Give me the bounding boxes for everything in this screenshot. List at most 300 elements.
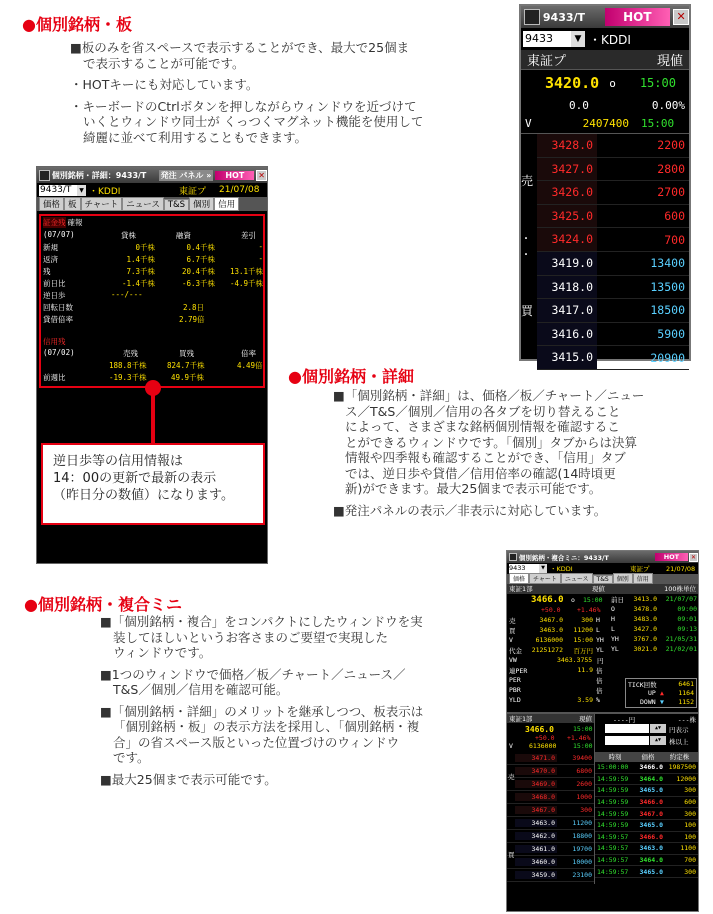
ask-qty: 600 [664,209,685,224]
ask-price: 3428.0 [537,134,597,157]
tab-信用[interactable]: 信用 [633,573,653,584]
mini-lower-change-pct: +1.46% [567,734,591,742]
section-heading-mini: ●個別銘柄・複合ミニ [24,595,182,614]
credit-row [43,266,265,278]
mini-ts-price: 3464.0 [639,856,663,865]
credit-row-label: 新規 [43,243,58,252]
mini-ts-time: 14:59:57 [597,844,629,853]
mini-ts-qty: 1100 [680,844,696,853]
mini-fin [509,666,609,706]
mini-ask-row [507,778,594,791]
board-bullet3-line3: 綺麗に並べて利用することもできます。 [83,129,308,145]
mini-stat-key: YL [596,646,604,654]
mini-stat-right-key: 前日 [611,596,624,604]
detail-s1-label: 証金残 [43,218,66,227]
mini-order-box [595,714,698,752]
mini-price-input[interactable] [605,724,649,733]
detail-ratio: 2.79倍 [179,315,205,324]
mini-bullet2-line1: ■1つのウィンドウで価格／板／チャート／ニュース／ [100,666,406,682]
mini-ts-time: 14:59:59 [597,774,629,783]
mini-stat-right-key: H [611,615,615,623]
detail-bullet1-line2: ス／T&S／個別／信用の各タブを切り替えること [345,403,621,419]
mini-lower-change: +50.0 [535,734,555,742]
chevron-down-icon[interactable]: ▼ [77,185,86,196]
detail-s1-col3: 差引 [241,231,256,240]
detail-market: 東証プ [179,186,207,197]
mini-hot-button[interactable]: HOT [655,553,688,561]
mini-ts-col-qty: 約定株 [669,753,690,761]
mini-ask-row [507,752,594,765]
detail-s2-date: (07/02) [43,348,75,357]
mini-ts-row [595,808,698,820]
mini-titlebar[interactable] [507,551,698,563]
mini-sell-label: 売 [508,773,515,781]
board-dot-1: ・ [521,234,531,245]
detail-title: 個別銘柄・詳細：9433/T [51,170,147,180]
mini-stat-right-value: 3767.0 [633,635,657,643]
tab-信用[interactable]: 信用 [214,197,239,211]
detail-s1-rows [43,242,265,290]
mini-fin-value [549,686,593,696]
mini-lower [507,714,698,884]
mini-ts-time: 14:59:57 [597,832,629,841]
tab-チャート[interactable]: チャート [81,197,123,211]
mini-ask-qty: 300 [580,806,592,814]
mini-fin-unit: 倍 [596,677,603,685]
ask-qty: 700 [664,232,685,247]
bid-row [537,323,689,347]
board-app-icon [524,9,540,25]
board-change-pct: 0.00% [651,98,685,112]
detail-s2-col2: 買残 [179,349,194,358]
mini-stat-key: H [596,616,600,624]
board-description [70,40,510,145]
detail-s2-v2: 824.7千株 [167,361,205,370]
mini-fin-unit: 倍 [596,687,603,695]
mini-lower-right [595,714,698,884]
mini-stat-row [509,626,609,636]
mini-down-label: DOWN [640,698,656,706]
mini-fin-value [549,676,593,686]
mini-bullet1-line1: ■「個別銘柄・複合」をコンパクトにしたウィンドウを実 [100,614,423,629]
tab-個別[interactable]: 個別 [189,197,214,211]
detail-s2-col1: 売残 [123,349,138,358]
board-change-row [521,96,689,114]
mini-ts-row [595,820,698,832]
mini-bid-qty: 10000 [572,858,592,866]
mini-ask-price: 3469.0 [515,780,557,788]
detail-s2-diff1: -19.3千株 [109,373,147,382]
board-code-input[interactable]: 9433 [523,31,571,47]
mini-lower-v-label: V [509,742,513,750]
mini-up: 1164 [678,689,694,697]
mini-ts-col-time: 時刻 [608,753,622,761]
mini-stat-label: 買 [509,627,516,635]
detail-s1-col2: 融資 [176,231,191,240]
detail-bullet1-line6: では、逆日歩や貸借／信用倍率の確認(14時頃更 [345,465,616,481]
detail-close-button[interactable] [256,170,267,181]
callout-dot [145,380,161,396]
ask-row [537,158,689,182]
tab-価格[interactable]: 価格 [39,197,64,211]
mini-ask-price: 3468.0 [515,793,557,801]
mini-price-mark: ο [571,596,575,604]
mini-tabs [507,574,698,584]
mini-down: 1152 [678,698,694,706]
bid-qty: 5900 [657,327,685,342]
section-heading-board: ●個別銘柄・板 [22,15,132,34]
mini-stat-right-date: 21/07/07 [665,595,697,603]
detail-days: 2.8日 [183,303,205,312]
detail-bullet1-line7: 新)ができます。最大25個まで表示可能です。 [345,481,602,496]
mini-header-unit: 100株単位 [664,585,696,593]
mini-vwap-unit: 円 [597,657,604,665]
mini-fin-key: PER [509,676,521,684]
mini-ts-time: 14:59:59 [597,798,629,807]
mini-price-spinner-icon[interactable]: ▲▼ [650,724,666,733]
ask-price: 3425.0 [537,205,597,228]
tab-価格[interactable]: 価格 [509,573,529,584]
detail-date: 21/07/08 [219,185,260,195]
mini-bid-qty: 11200 [572,819,592,827]
detail-bullet1-line1: ■「個別銘柄・詳細」は、価格／板／チャート／ニュー [333,388,645,403]
detail-input-bar [37,183,267,197]
mini-date: 21/07/08 [666,564,696,573]
mini-ts-row [595,797,698,809]
chevron-down-icon[interactable]: ▼ [539,564,547,573]
detail-bullet1-line5: 情報や四季報も確認することができ、「信用」タブ [345,450,626,465]
mini-close-button[interactable] [689,553,698,562]
credit-row-v3: -4.9千株 [229,279,263,288]
ask-qty: 2700 [657,185,685,200]
mini-ask-qty: 6800 [576,767,592,775]
credit-row [43,254,265,266]
mini-description [100,614,480,787]
detail-s2-label: 信用残 [43,337,66,346]
mini-vwap-label: VW [509,656,517,664]
bid-price: 3415.0 [537,346,597,369]
board-buy-label: 買 [521,304,534,318]
mini-buy-label: 買 [508,851,515,859]
detail-credit-panel [39,214,265,388]
board-titlebar[interactable] [521,6,689,28]
mini-stat-row [509,646,609,656]
ask-price: 3427.0 [537,158,597,181]
board-bullet2: ・HOTキーにも対応しています。 [70,77,259,92]
mini-up-label: UP [648,689,656,697]
mini-fin-row [509,686,609,696]
detail-s2-v3: 4.49倍 [237,361,263,370]
mini-stat-right-date: 09:13 [677,625,697,633]
mini-stat-right-key: YL [611,645,619,653]
bid-qty: 18500 [650,303,685,318]
detail-code-input[interactable]: 9433/T [39,185,77,196]
mini-lower-quote: 現値 [579,715,592,723]
board-market-row [521,50,689,70]
bid-qty: 13400 [650,256,685,271]
board-side-labels [521,134,537,375]
detail-s2-col3: 倍率 [241,349,256,358]
mini-lower-time: 15:00 [573,725,593,733]
mini-ts-time: 15:00:00 [597,763,629,772]
ask-qty: 2200 [657,138,685,153]
mini-stat-value: 3463.0 [539,626,563,634]
board-close-button[interactable] [673,9,689,25]
mini-ask-price: 3471.0 [515,754,557,762]
mini-ts-qty: 100 [684,821,696,830]
mini-bid-row [507,869,594,882]
mini-title: 個別銘柄・複合ミニ：9433/T [518,553,609,562]
mini-ts-qty: 300 [684,867,696,876]
bid-row [537,299,689,323]
mini-ts-price: 3466.0 [639,798,663,807]
mini-ts-row [595,855,698,867]
detail-app-icon [39,170,50,181]
detail-titlebar[interactable] [37,167,267,183]
board-bullet3-line2: いくとウィンドウ同士が くっつくマグネット機能を使用して [83,114,424,129]
tab-ニュース[interactable]: ニュース [122,197,164,211]
credit-row-label: 返済 [43,255,58,264]
mini-ts-row [595,774,698,786]
mini-book [507,752,594,882]
board-v-label: V [525,117,532,130]
mini-ts-price: 3465.0 [639,867,663,876]
mini-bid-row [507,830,594,843]
credit-row-v2: 20.4千株 [181,267,215,276]
tab-ニュース[interactable]: ニュース [561,573,593,584]
ask-row [537,205,689,229]
board-hot-button[interactable] [605,8,671,26]
mini-stat-right-row [611,595,697,605]
mini-vwap: 3463.3755 [557,656,593,664]
tab-チャート[interactable]: チャート [529,573,561,584]
credit-row-v1: -1.4千株 [121,279,155,288]
mini-ts-price: 3467.0 [639,809,663,818]
mini-ask-price: 3467.0 [515,806,557,814]
mini-bid-row [507,843,594,856]
board-book [521,134,689,375]
mini-stat-unit: 300 [581,616,593,624]
credit-row-v2: -6.3千株 [181,279,215,288]
detail-ratio-label: 貸借倍率 [43,315,73,324]
mini-lot-input[interactable] [605,736,649,745]
credit-row-v1: 1.4千株 [126,255,155,264]
close-icon: ✕ [691,553,697,561]
mini-ask-price: 3470.0 [515,767,557,775]
tab-T&S[interactable]: T&S [593,575,613,584]
mini-price: 3466.0 [531,595,564,605]
mini-bullet3-line2: 「個別銘柄・板」の表示方法を採用し、「個別銘柄・複 [113,719,420,734]
mini-tick-title: TICK回数 [628,681,657,689]
mini-bullet4: ■最大25個まで表示可能です。 [100,771,277,787]
mini-up-arrow-icon: ▲ [660,689,664,697]
credit-row-v2: 6.7千株 [186,255,215,264]
bid-price: 3417.0 [537,299,597,322]
mini-ask-qty: 2600 [576,780,592,788]
mini-down-arrow-icon: ▼ [660,698,664,706]
callout-line2: 14：00の更新で最新の表示 [53,471,217,486]
board-time2: 15:00 [641,117,675,130]
mini-price-time: 15:00 [583,596,603,604]
credit-row-label: 残 [43,267,51,276]
board-window [519,4,691,365]
mini-ts-price: 3464.0 [639,774,663,783]
mini-bid-qty: 19700 [572,845,592,853]
credit-row-v3: - [258,242,263,251]
mini-header-market: 東証1部 [509,585,533,593]
mini-fin-row [509,666,609,676]
mini-ts-qty: 1987500 [668,763,696,772]
chevron-down-icon[interactable]: ▼ [571,31,585,47]
mini-quote-panel [507,594,698,712]
board-market: 東証プ [527,54,567,69]
mini-ts-qty: 300 [684,809,696,818]
mini-lot-spinner-icon[interactable]: ▲▼ [650,736,666,745]
board-bullet3-line1: ・キーボードのCtrlボタンを押しながらウィンドウを近づけて [70,98,417,114]
mini-stat-unit: 11200 [573,626,593,634]
ask-price: 3424.0 [537,228,597,251]
mini-ts-price: 3465.0 [639,786,663,795]
mini-ask-row [507,765,594,778]
mini-stat-right-date: 21/05/31 [665,635,697,643]
mini-stat-right-value: 3413.0 [633,595,657,603]
board-price-mark: ο [609,76,616,90]
mini-fin-row [509,676,609,686]
mini-bid-price: 3459.0 [515,871,557,879]
mini-header [507,584,698,594]
mini-ts-time: 14:59:59 [597,809,629,818]
mini-tick-box [625,678,697,708]
mini-ts-row [595,866,698,878]
mini-stat-right-value: 3021.0 [633,645,657,653]
ask-row [537,181,689,205]
mini-bid-price: 3460.0 [515,858,557,866]
board-stock-name: ・KDDI [589,32,631,47]
mini-stat-right-value: 3427.0 [633,625,657,633]
mini-ask-qty: 1000 [576,793,592,801]
mini-tick-total: 6461 [678,680,694,688]
mini-stat-label: 代金 [509,647,522,655]
mini-stat-right-value: 3483.0 [633,615,657,623]
detail-gyakuhibu-label: 逆日歩 [43,291,66,300]
detail-bullet2: ■発注パネルの表示／非表示に対応しています。 [333,502,607,518]
mini-bullet2-line2: T&S／個別／信用を確認可能。 [113,682,289,697]
mini-ts-qty: 600 [684,798,696,807]
detail-s1-kakuho: 確報 [67,218,83,227]
board-input-bar [521,28,689,50]
mini-stock-name: ・KDDI [550,565,573,573]
mini-stat-unit: 15:00 [573,636,593,644]
mini-stat-key: YH [596,636,604,644]
mini-stat-right-key: O [611,605,615,613]
mini-stat-label: 売 [509,617,516,625]
detail-hot-button[interactable]: HOT [215,171,254,180]
mini-ts-row [595,843,698,855]
mini-ts-time: 14:59:59 [597,786,629,795]
mini-code-input[interactable]: 9433 [509,564,539,573]
mini-app-icon [509,553,517,561]
mini-lower-v-time: 15:00 [573,742,593,750]
mini-ts-qty: 100 [684,832,696,841]
board-change: 0.0 [569,98,589,112]
detail-gyakuhibu: ---/--- [111,290,143,299]
ask-row [537,134,689,158]
mini-lower-market: 東証1部 [509,715,533,723]
mini-fin-row [509,696,609,706]
tab-T&S[interactable]: T&S [164,199,189,211]
mini-window [506,550,699,912]
credit-row-v3: - [258,254,263,263]
detail-tabs [37,197,267,211]
mini-ts-row [595,832,698,844]
detail-bullet1-line4: とができるウィンドウです。「個別」タブからは決算 [345,434,638,450]
mini-stat-right-row [611,605,697,615]
mini-ts-price: 3466.0 [639,832,663,841]
bid-price: 3419.0 [537,252,597,275]
ask-price: 3426.0 [537,181,597,204]
mini-ts-qty: 300 [684,786,696,795]
mini-ts-time: 14:59:59 [597,821,629,830]
mini-bid-qty: 23100 [572,871,592,879]
bid-price: 3416.0 [537,323,597,346]
mini-stat-key: L [596,626,600,634]
close-icon: ✕ [258,170,265,180]
mini-fin-key: PBR [509,686,521,694]
mini-stat-label: V [509,636,513,644]
detail-s1-col1: 貸株 [121,231,136,240]
mini-fin-value: 11.9 [577,666,593,674]
mini-bid-row [507,817,594,830]
mini-bullet1-line3: ウィンドウです。 [113,645,212,660]
bid-qty: 20900 [650,350,685,365]
callout-box [41,443,265,525]
board-bullet1-line2: で表示することが可能です。 [83,55,245,71]
mini-stat-right-row [611,645,697,655]
mini-ts-qty: 700 [684,856,696,865]
mini-lower-price: 3466.0 [525,725,554,734]
credit-row-v1: 0千株 [135,243,155,252]
callout-line3: （昨日分の数値）になります。 [53,488,234,503]
detail-s2-diff-label: 前週比 [43,373,66,382]
mini-stat-row [509,616,609,626]
mini-stat-right-date: 21/02/01 [665,645,697,653]
mini-stat-right-key: YH [611,635,619,643]
mini-ts-list [595,762,698,878]
tab-個別[interactable]: 個別 [613,573,633,584]
close-icon: ✕ [676,10,686,23]
ask-row [537,228,689,252]
mini-fin-key: 連PER [509,667,528,675]
mini-ts-price: 3465.0 [639,821,663,830]
mini-lower-v: 6136000 [529,742,557,750]
mini-bid-price: 3463.0 [515,819,557,827]
tab-板[interactable]: 板 [64,197,81,211]
detail-order-button[interactable]: 発注 パネル » [160,170,212,180]
mini-stat-right-date: 09:00 [677,605,697,613]
mini-ts-price: 3466.0 [639,763,663,772]
mini-bid-price: 3461.0 [515,845,557,853]
board-dot-2: ・ [521,250,531,261]
detail-stock-name: ・KDDI [89,186,121,197]
board-quote-label: 現値 [656,54,683,69]
mini-stat-right-row [611,625,697,635]
detail-description [333,388,693,518]
mini-ts-col-price: 価格 [641,753,655,761]
mini-fin-unit: % [596,696,600,704]
mini-stat-unit: 百万円 [573,647,593,655]
callout-line1: 逆日歩等の信用情報は [53,454,184,469]
mini-fin-value: 3.59 [577,696,593,704]
